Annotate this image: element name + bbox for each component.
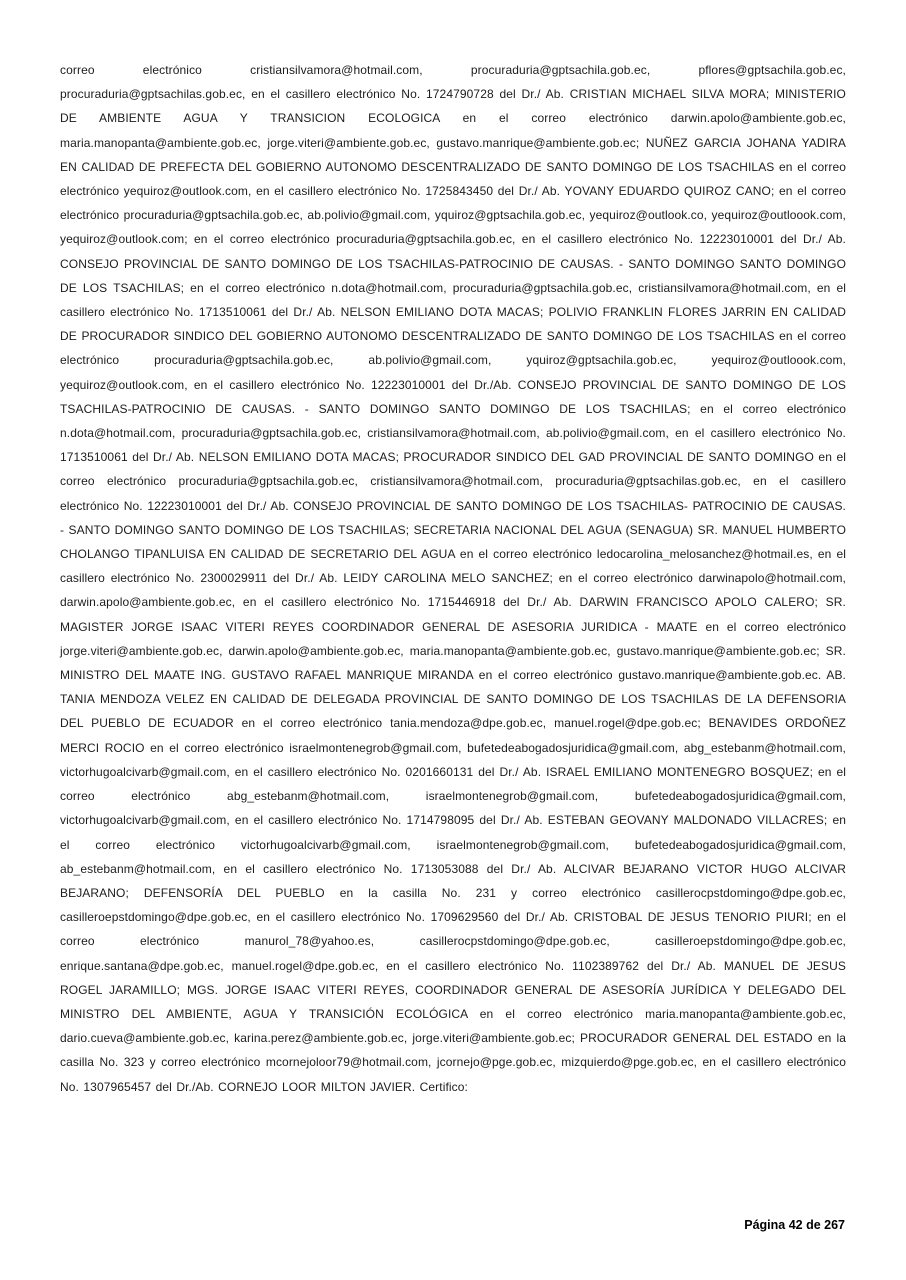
body-text: correo electrónico cristiansilvamora@hotmail.com, procuraduria@gptsachila.gob.ec, pflores@gptsachila.gob.ec, procuraduria@gptsachilas.gob.ec, en el casillero electrónico No. 1724790728 del Dr./ Ab. CRISTIAN MICHAEL SILVA MORA; MINISTERIO DE AMBIENTE AGUA Y TRANSICION ECOLOGICA en el correo electrónico darwin.apolo@ambiente.gob.ec, maria.manopanta@ambiente.gob.ec, jorge.viteri@ambiente.gob.ec, gustavo.manrique@ambiente.gob.ec; NUÑEZ GARCIA JOHANA YADIRA EN CALIDAD DE PREFECTA DEL GOBIERNO AUTONOMO DESCENTRALIZADO DE SANTO DOMINGO DE LOS TSACHILAS en el correo electrónico yequiroz@outlook.com, en el casillero electrónico No. 1725843450 del Dr./ Ab. YOVANY EDUARDO QUIROZ CANO; en el correo electrónico procuraduria@gptsachila.gob.ec, ab.polivio@gmail.com, yquiroz@gptsachila.gob.ec, yequiroz@outlook.co, yequiroz@outloook.com, yequiroz@outlook.com; en el correo electrónico procuraduria@gptsachila.gob.ec, en el casillero electrónico No. 12223010001 del Dr./ Ab. CONSEJO PROVINCIAL DE SANTO DOMINGO DE LOS TSACHILAS-PATROCINIO DE CAUSAS. - SANTO DOMINGO SANTO DOMINGO DE LOS TSACHILAS; en el correo electrónico n.dota@hotmail.com, procuraduria@gptsachila.gob.ec, cristiansilvamora@hotmail.com, en el casillero electrónico No. 1713510061 del Dr./ Ab. NELSON EMILIANO DOTA MACAS; POLIVIO FRANKLIN FLORES JARRIN EN CALIDAD DE PROCURADOR SINDICO DEL GOBIERNO AUTONOMO DESCENTRALIZADO DE SANTO DOMINGO DE LOS TSACHILAS en el correo electrónico procuraduria@gptsachila.gob.ec, ab.polivio@gmail.com, yquiroz@gptsachila.gob.ec, yequiroz@outloook.com, yequiroz@outlook.com, en el casillero electrónico No. 12223010001 del Dr./Ab. CONSEJO PROVINCIAL DE SANTO DOMINGO DE LOS TSACHILAS-PATROCINIO DE CAUSAS. - SANTO DOMINGO SANTO DOMINGO DE LOS TSACHILAS; en el correo electrónico n.dota@hotmail.com, procuraduria@gptsachila.gob.ec, cristiansilvamora@hotmail.com, ab.polivio@gmail.com, en el casillero electrónico No. 1713510061 del Dr./ Ab. NELSON EMILIANO DOTA MACAS; PROCURADOR SINDICO DEL GAD PROVINCIAL DE SANTO DOMINGO en el correo electrónico procuraduria@gptsachila.gob.ec, cristiansilvamora@hotmail.com, procuraduria@gptsachilas.gob.ec, en el casillero electrónico No. 12223010001 del Dr./ Ab. CONSEJO PROVINCIAL DE SANTO DOMINGO DE LOS TSACHILAS- PATROCINIO DE CAUSAS. - SANTO DOMINGO SANTO DOMINGO DE LOS TSACHILAS; SECRETARIA NACIONAL DEL AGUA (SENAGUA) SR. MANUEL HUMBERTO CHOLANGO TIPANLUISA EN CALIDAD DE SECRETARIO DEL AGUA en el correo electrónico ledocarolina_melosanchez@hotmail.es, en el casillero electrónico No. 2300029911 del Dr./ Ab. LEIDY CAROLINA MELO SANCHEZ; en el correo electrónico darwinapolo@hotmail.com, darwin.apolo@ambiente.gob.ec, en el casillero electrónico No. 1715446918 del Dr./ Ab. DARWIN FRANCISCO APOLO CALERO; SR. MAGISTER JORGE ISAAC VITERI REYES COORDINADOR GENERAL DE ASESORIA JURIDICA - MAATE en el correo electrónico jorge.viteri@ambiente.gob.ec, darwin.apolo@ambiente.gob.ec, maria.manopanta@ambiente.gob.ec, gustavo.manrique@ambiente.gob.ec; SR. MINISTRO DEL MAATE ING. GUSTAVO RAFAEL MANRIQUE MIRANDA en el correo electrónico gustavo.manrique@ambiente.gob.ec. AB. TANIA MENDOZA VELEZ EN CALIDAD DE DELEGADA PROVINCIAL DE SANTO DOMINGO DE LOS TSACHILAS DE LA DEFENSORIA DEL PUEBLO DE ECUADOR en el correo electrónico tania.mendoza@dpe.gob.ec, manuel.rogel@dpe.gob.ec; BENAVIDES ORDOÑEZ MERCI ROCIO en el correo electrónico israelmontenegrob@gmail.com, bufetedeabogadosjuridica@gmail.com, abg_estebanm@hotmail.com, victorhugoalcivarb@gmail.com, en el casillero electrónico No. 0201660131 del Dr./ Ab. ISRAEL EMILIANO MONTENEGRO BOSQUEZ; en el correo electrónico abg_estebanm@hotmail.com, israelmontenegrob@gmail.com, bufetedeabogadosjuridica@gmail.com, victorhugoalcivarb@gmail.com, en el casillero electrónico No. 1714798095 del Dr./ Ab. ESTEBAN GEOVANY MALDONADO VILLACRES; en el correo electrónico victorhugoalcivarb@gmail.com, israelmontenegrob@gmail.com, bufetedeabogadosjuridica@gmail.com, ab_estebanm@hotmail.com, en el casillero electrónico No. 1713053088 del Dr./ Ab. ALCIVAR BEJARANO VICTOR HUGO ALCIVAR BEJARANO; DEFENSORÍA DEL PUEBLO en la casilla No. 231 y correo electrónico casillerocpstdomingo@dpe.gob.ec, casilleroepstdomingo@dpe.gob.ec, en el casillero electrónico No. 1709629560 del Dr./ Ab. CRISTOBAL DE JESUS TENORIO PIURI; en el correo electrónico manurol_78@yahoo.es, casillerocpstdomingo@dpe.gob.ec, casilleroepstdomingo@dpe.gob.ec, enrique.santana@dpe.gob.ec, manuel.rogel@dpe.gob.ec, en el casillero electrónico No. 1102389762 del Dr./ Ab. MANUEL DE JESUS ROGEL JARAMILLO; MGS. JORGE ISAAC VITERI REYES, COORDINADOR GENERAL DE ASESORÍA JURÍDICA Y DELEGADO DEL MINISTRO DEL AMBIENTE, AGUA Y TRANSICIÓN ECOLÓGICA en el correo electrónico maria.manopanta@ambiente.gob.ec, dario.cueva@ambiente.gob.ec, karina.perez@ambiente.gob.ec, jorge.viteri@ambiente.gob.ec; PROCURADOR GENERAL DEL ESTADO en la casilla No. 323 y correo electrónico mcornejoloor79@hotmail.com, jcornejo@pge.gob.ec, mizquierdo@pge.gob.ec, en el casillero electrónico No. 1307965457 del Dr./Ab. CORNEJO LOOR MILTON JAVIER. Certifico: — [60, 63, 846, 1094]
page-number: Página 42 de 267 — [744, 1218, 845, 1232]
